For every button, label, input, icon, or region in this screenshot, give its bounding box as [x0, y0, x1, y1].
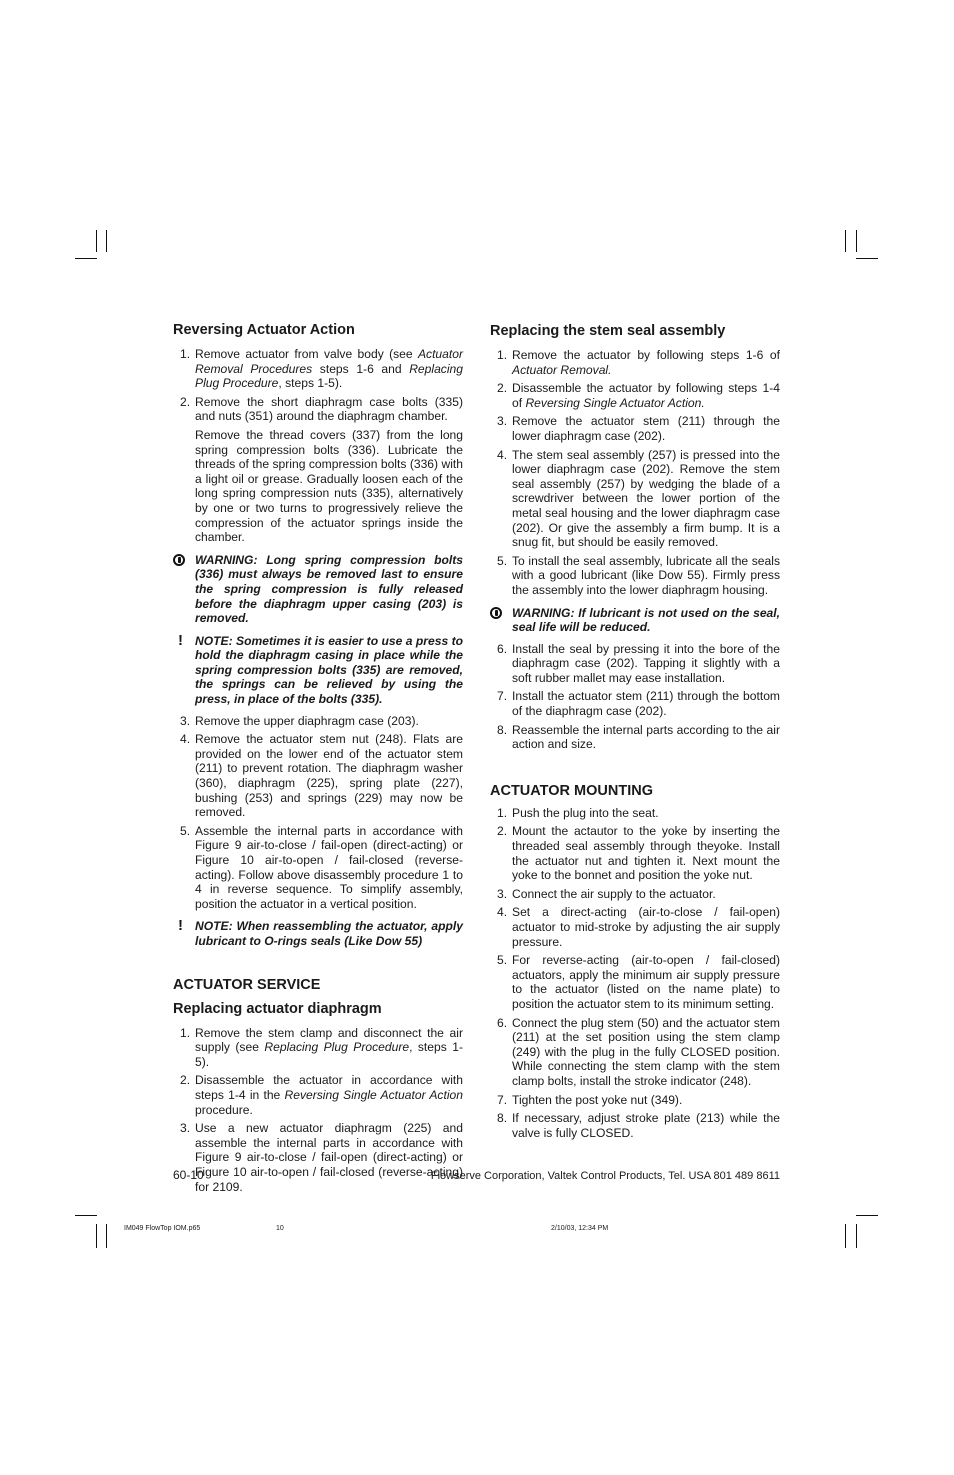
- warning-callout: WARNING: Long spring compression bolts (336) must always be removed last to ensure the spring compression is fully released before the diaphragm upper casing (203) is removed.: [173, 553, 463, 626]
- footer-company: Flowserve Corporation, Valtek Control Products, Tel. USA 801 489 8611: [430, 1170, 780, 1182]
- actuator-service-heading: ACTUATOR SERVICE: [173, 976, 321, 993]
- slug-date: 2/10/03, 12:34 PM: [551, 1225, 609, 1232]
- list-item: 6. Install the seal by pressing it into the bore of the diaphragm case (202). Tapping it slightly with a soft rubber mallet may ease installation.: [497, 641, 780, 685]
- reversing-steps: [173, 347, 463, 424]
- mounting-steps: [490, 806, 780, 1140]
- list-item: 3. Use a new actuator diaphragm (225) and assemble the internal parts in accordance with Figure 9 air-to-close / fail-open (direct-acting) or Figure 10 air-to-open / fail-closed (reverse-acting) for 2109.: [180, 1121, 463, 1194]
- list-item: 2. Remove the short diaphragm case bolts (335) and nuts (351) around the diaphragm chamber.: [180, 394, 463, 424]
- list-item: 1. Push the plug into the seat.: [497, 805, 659, 820]
- list-item: 3. Connect the air supply to the actuator.: [497, 886, 716, 901]
- service-steps: [173, 1026, 463, 1195]
- list-item: 3. Remove the actuator stem (211) through the lower diaphragm case (202).: [497, 414, 780, 443]
- reversing-heading: Reversing Actuator Action: [173, 322, 355, 338]
- stem-seal-steps-continued: [490, 642, 780, 752]
- right-column: [490, 322, 780, 1144]
- warning-hand-icon: [490, 606, 502, 622]
- list-item: 7. Install the actuator stem (211) through the bottom of the diaphragm case (202).: [497, 689, 780, 719]
- list-item: 6. Connect the plug stem (50) and the actuator stem (211) at the set position using the stem clamp (249) with the plug in the fully CLOSED position. While connecting the stem clamp with the stem clamp bolts, install the stroke indicator (248).: [497, 1015, 780, 1088]
- list-item: 4. Remove the actuator stem nut (248). Flats are provided on the lower end of the actuator stem (211) to prevent rotation. The diaphragm washer (360), diaphragm (225), spring plate (227), bushing (253) and springs (229) may now be removed.: [180, 732, 463, 820]
- list-item: 5. For reverse-acting (air-to-open / fail-closed) actuators, apply the minimum air supply pressure to the actuator (listed on the name plate) to position the actuator stem to its minimum setting.: [497, 953, 780, 1011]
- list-item: 2. Disassemble the actuator in accordance with steps 1-4 in the Reversing Single Actuator Action procedure.: [180, 1073, 463, 1117]
- paragraph: Remove the thread covers (337) from the long spring compression bolts (336). Lubricate the threads of the spring compression bolts (336) with a light oil or grease. Gradually loosen each of the long spring compression nuts (335), alternatively by one or two turns to progressively relieve the compression of the actuator springs inside the chamber.: [195, 427, 463, 545]
- stem-seal-steps: [490, 348, 780, 598]
- note-callout: ! NOTE: Sometimes it is easier to use a press to hold the diaphragm casing in place while the spring compression bolts (335) are removed, the springs can be relieved by using the press, in place of the bolts (335).: [173, 634, 463, 707]
- page-number: 60-10: [173, 1168, 204, 1182]
- exclamation-icon: !: [178, 631, 183, 649]
- left-column: [173, 321, 463, 1198]
- replacing-diaphragm-heading: Replacing actuator diaphragm: [173, 1000, 382, 1017]
- list-item: 2. Mount the actautor to the yoke by inserting the threaded seal assembly through theyoke. Install the actuator nut and tighten it. Next mount the yoke to the bonnet and position the yoke nut.: [497, 824, 780, 883]
- list-item: 4. Set a direct-acting (air-to-close / fail-open) actuator to mid-stroke by adjusting the air supply pressure.: [497, 905, 780, 949]
- slug-page: 10: [276, 1225, 284, 1232]
- list-item: 5. Assemble the internal parts in accordance with Figure 9 air-to-close / fail-open (direct-acting) or Figure 10 air-to-open / fail-closed (reverse-acting). Follow above disassembly procedure 1 to 4 in reverse sequence. To simplify assembly, position the actuator in a vertical position.: [180, 823, 463, 911]
- list-item: 8. Reassemble the internal parts according to the air action and size.: [497, 722, 780, 752]
- actuator-mounting-heading: ACTUATOR MOUNTING: [490, 782, 653, 799]
- exclamation-icon: !: [178, 917, 183, 935]
- list-item: 4. The stem seal assembly (257) is pressed into the lower diaphragm case (202). Remove the stem seal assembly (257) by wedging the blade of a screwdriver between the lower portion of the metal seal housing and the lower diaphragm case (202). Or give the assembly a firm bump. It is a snug fit, but should be easily removed.: [497, 447, 780, 550]
- stem-seal-heading: Replacing the stem seal assembly: [490, 323, 726, 339]
- list-item: 2. Disassemble the actuator by following steps 1-4 of Reversing Single Actuator Action.: [497, 381, 780, 410]
- slug-filename: IM049 FlowTop IOM.p65: [124, 1225, 201, 1232]
- list-item: 5. To install the seal assembly, lubricate all the seals with a good lubricant (like Dow 55). Firmly press the assembly into the lower diaphragm housing.: [497, 553, 780, 597]
- warning-callout: WARNING: If lubricant is not used on the seal, seal life will be reduced.: [490, 606, 780, 635]
- reversing-steps-continued: [173, 714, 463, 912]
- list-item: 8. If necessary, adjust stroke plate (213) while the valve is fully CLOSED.: [497, 1111, 780, 1140]
- list-item: 3. Remove the upper diaphragm case (203).: [180, 713, 419, 728]
- list-item: 7. Tighten the post yoke nut (349).: [497, 1092, 683, 1107]
- note-callout: ! NOTE: When reassembling the actuator, apply lubricant to O-rings seals (Like Dow 55): [173, 919, 463, 948]
- list-item: 1. Remove the actuator by following steps 1-6 of Actuator Removal.: [497, 348, 780, 377]
- list-item: 1. Remove actuator from valve body (see Actuator Removal Procedures steps 1-6 and Replacing Plug Procedure, steps 1-5).: [180, 347, 463, 391]
- warning-hand-icon: [173, 553, 185, 569]
- list-item: 1. Remove the stem clamp and disconnect the air supply (see Replacing Plug Procedure, steps 1-5).: [180, 1025, 463, 1069]
